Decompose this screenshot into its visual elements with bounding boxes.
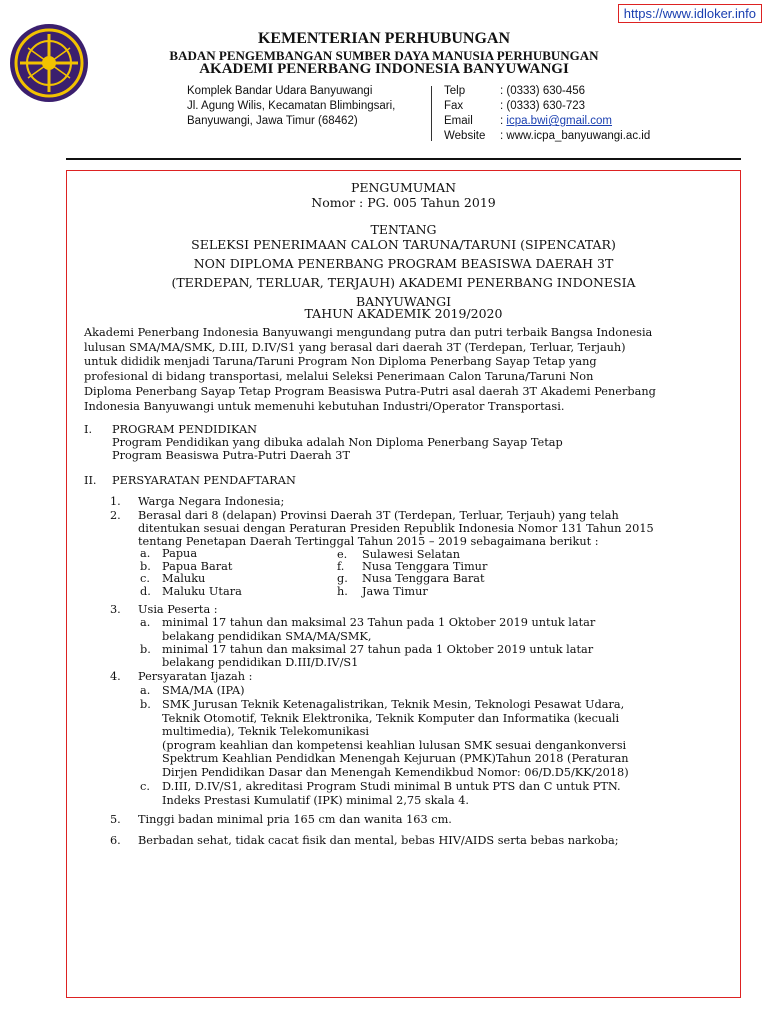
announcement-title: PENGUMUMAN bbox=[350, 180, 457, 195]
subject-line: SELEKSI PENERIMAAN CALON TARUNA/TARUNI (SIPENCATAR) bbox=[191, 237, 616, 252]
list-letter: e. bbox=[337, 548, 348, 561]
item-text: Teknik Otomotif, Teknik Elektronika, Teknik Komputer dan Informatika (kecuali bbox=[162, 712, 620, 725]
contact-value: : (0333) 630-456 bbox=[500, 85, 586, 97]
email-link[interactable]: icpa.bwi@gmail.com bbox=[506, 115, 613, 127]
province-name: Sulawesi Selatan bbox=[362, 548, 461, 561]
list-letter: f. bbox=[337, 560, 345, 573]
province-name: Papua bbox=[162, 547, 198, 560]
list-letter: c. bbox=[140, 780, 150, 793]
address-block bbox=[187, 84, 395, 129]
province-name: Jawa Timur bbox=[362, 585, 428, 598]
section-text: Program Pendidikan yang dibuka adalah Non Diploma Penerbang Sayap Tetap bbox=[112, 436, 563, 449]
contact-label: Fax bbox=[444, 100, 464, 112]
address-line: Komplek Bandar Udara Banyuwangi bbox=[187, 85, 373, 97]
province-name: Papua Barat bbox=[162, 560, 233, 573]
item-text: D.III, D.IV/S1, akreditasi Program Studi minimal B untuk PTS dan C untuk PTN. bbox=[162, 780, 621, 793]
contact-colon: : bbox=[500, 115, 507, 127]
list-letter: a. bbox=[140, 616, 151, 629]
contact-label: Telp bbox=[444, 85, 466, 97]
item-text: belakang pendidikan D.III/D.IV/S1 bbox=[162, 656, 359, 669]
item-text: SMA/MA (IPA) bbox=[162, 684, 245, 697]
intro-line: Diploma Penerbang Sayap Tetap Program Beasiswa Putra-Putri asal daerah 3T Akademi Penerbang bbox=[84, 384, 656, 398]
section-number: II. bbox=[84, 474, 97, 487]
intro-paragraph bbox=[84, 326, 738, 414]
contact-block bbox=[444, 84, 650, 144]
section-text: Program Beasiswa Putra-Putri Daerah 3T bbox=[112, 449, 350, 462]
list-letter: c. bbox=[140, 572, 150, 585]
list-letter: d. bbox=[140, 585, 151, 598]
province-name: Maluku bbox=[162, 572, 206, 585]
item-text: Indeks Prestasi Kumulatif (IPK) minimal 2,75 skala 4. bbox=[162, 794, 469, 807]
item-title: Persyaratan Ijazah : bbox=[138, 670, 253, 683]
list-letter: h. bbox=[337, 585, 348, 598]
intro-line: lulusan SMA/MA/SMK, D.III, D.IV/S1 yang berasal dari daerah 3T (Terdepan, Terluar, Terjauh) bbox=[84, 340, 626, 354]
address-line: Banyuwangi, Jawa Timur (68462) bbox=[187, 115, 358, 127]
agency-name: BADAN PENGEMBANGAN SUMBER DAYA MANUSIA PERHUBUNGAN bbox=[169, 48, 599, 63]
subject-line: (TERDEPAN, TERLUAR, TERJAUH) AKADEMI PENERBANG INDONESIA bbox=[171, 275, 636, 290]
item-text: minimal 17 tahun dan maksimal 23 Tahun pada 1 Oktober 2019 untuk latar bbox=[162, 616, 596, 629]
item-text: SMK Jurusan Teknik Ketenagalistrikan, Teknik Mesin, Teknologi Pesawat Udara, bbox=[162, 698, 625, 711]
section-title: PROGRAM PENDIDIKAN bbox=[112, 423, 258, 436]
header-rule bbox=[66, 158, 741, 160]
list-letter: a. bbox=[140, 684, 151, 697]
academy-name: AKADEMI PENERBANG INDONESIA BANYUWANGI bbox=[199, 61, 569, 77]
item-title: Usia Peserta : bbox=[138, 603, 218, 616]
subject-line: TAHUN AKADEMIK 2019/2020 bbox=[304, 306, 503, 321]
item-number: 5. bbox=[110, 813, 121, 826]
header-divider bbox=[431, 86, 432, 141]
contact-value: : www.icpa_banyuwangi.ac.id bbox=[500, 130, 651, 142]
item-number: 3. bbox=[110, 603, 121, 616]
item-text: Spektrum Keahlian Pendidkan Menengah Kejuruan (PMK)Tahun 2018 (Peraturan bbox=[162, 752, 629, 765]
subject-line: BANYUWANGI bbox=[355, 294, 452, 309]
item-text: (program keahlian dan kompetensi keahlian lulusan SMK sesuai dengankonversi bbox=[162, 739, 627, 752]
intro-line: untuk dididik menjadi Taruna/Taruni Program Non Diploma Penerbang Sayap Tetap yang bbox=[84, 355, 597, 369]
province-name: Nusa Tenggara Barat bbox=[362, 572, 485, 585]
item-text: Berasal dari 8 (delapan) Provinsi Daerah 3T (Terdepan, Terluar, Terjauh) yang telah bbox=[138, 509, 619, 522]
list-letter: b. bbox=[140, 560, 151, 573]
intro-line: Indonesia Banyuwangi untuk memenuhi kebutuhan Industri/Operator Transportasi. bbox=[84, 399, 565, 413]
item-text: Warga Negara Indonesia; bbox=[138, 495, 285, 508]
section-number: I. bbox=[84, 423, 93, 436]
item-text: Tinggi badan minimal pria 165 cm dan wanita 163 cm. bbox=[138, 813, 452, 826]
announcement-about: TENTANG bbox=[370, 222, 437, 237]
item-number: 2. bbox=[110, 509, 121, 522]
item-text: Berbadan sehat, tidak cacat fisik dan mental, bebas HIV/AIDS serta bebas narkoba; bbox=[138, 834, 619, 847]
item-number: 4. bbox=[110, 670, 121, 683]
contact-label: Website bbox=[444, 130, 486, 142]
item-text: belakang pendidikan SMA/MA/SMK, bbox=[162, 630, 372, 643]
province-name: Nusa Tenggara Timur bbox=[362, 560, 488, 573]
intro-line: Akademi Penerbang Indonesia Banyuwangi mengundang putra dan putri terbaik Bangsa Indonesia bbox=[84, 326, 653, 339]
item-number: 6. bbox=[110, 834, 121, 847]
list-letter: b. bbox=[140, 643, 151, 656]
section-title: PERSYARATAN PENDAFTARAN bbox=[112, 474, 296, 487]
ministry-name: KEMENTERIAN PERHUBUNGAN bbox=[257, 30, 510, 47]
item-number: 1. bbox=[110, 495, 121, 508]
item-text: minimal 17 tahun dan maksimal 27 tahun pada 1 Oktober 2019 untuk latar bbox=[162, 643, 594, 656]
watermark-link[interactable]: https://www.idloker.info bbox=[618, 4, 762, 23]
subject-line: NON DIPLOMA PENERBANG PROGRAM BEASISWA DAERAH 3T bbox=[193, 256, 614, 271]
province-name: Maluku Utara bbox=[162, 585, 242, 598]
item-text: tentang Penetapan Daerah Tertinggal Tahun 2015 – 2019 sebagaimana berikut : bbox=[138, 535, 599, 548]
contact-label: Email bbox=[444, 115, 473, 127]
contact-value: : (0333) 630-723 bbox=[500, 100, 586, 112]
list-letter: b. bbox=[140, 698, 151, 711]
list-letter: g. bbox=[337, 572, 348, 585]
intro-line: profesional di bidang transportasi, melalui Seleksi Penerimaan Calon Taruna/Taruni Non bbox=[84, 370, 594, 384]
address-line: Jl. Agung Wilis, Kecamatan Blimbingsari, bbox=[187, 100, 396, 112]
announcement-number: Nomor : PG. 005 Tahun 2019 bbox=[311, 195, 496, 210]
item-text: Dirjen Pendidikan Dasar dan Menengah Kemendikbud Nomor: 06/D.D5/KK/2018) bbox=[162, 766, 629, 779]
item-text: multimedia), Teknik Telekomunikasi bbox=[162, 725, 369, 738]
item-text: ditentukan sesuai dengan Peraturan Presiden Republik Indonesia Nomor 131 Tahun 2015 bbox=[138, 522, 654, 535]
list-letter: a. bbox=[140, 547, 151, 560]
